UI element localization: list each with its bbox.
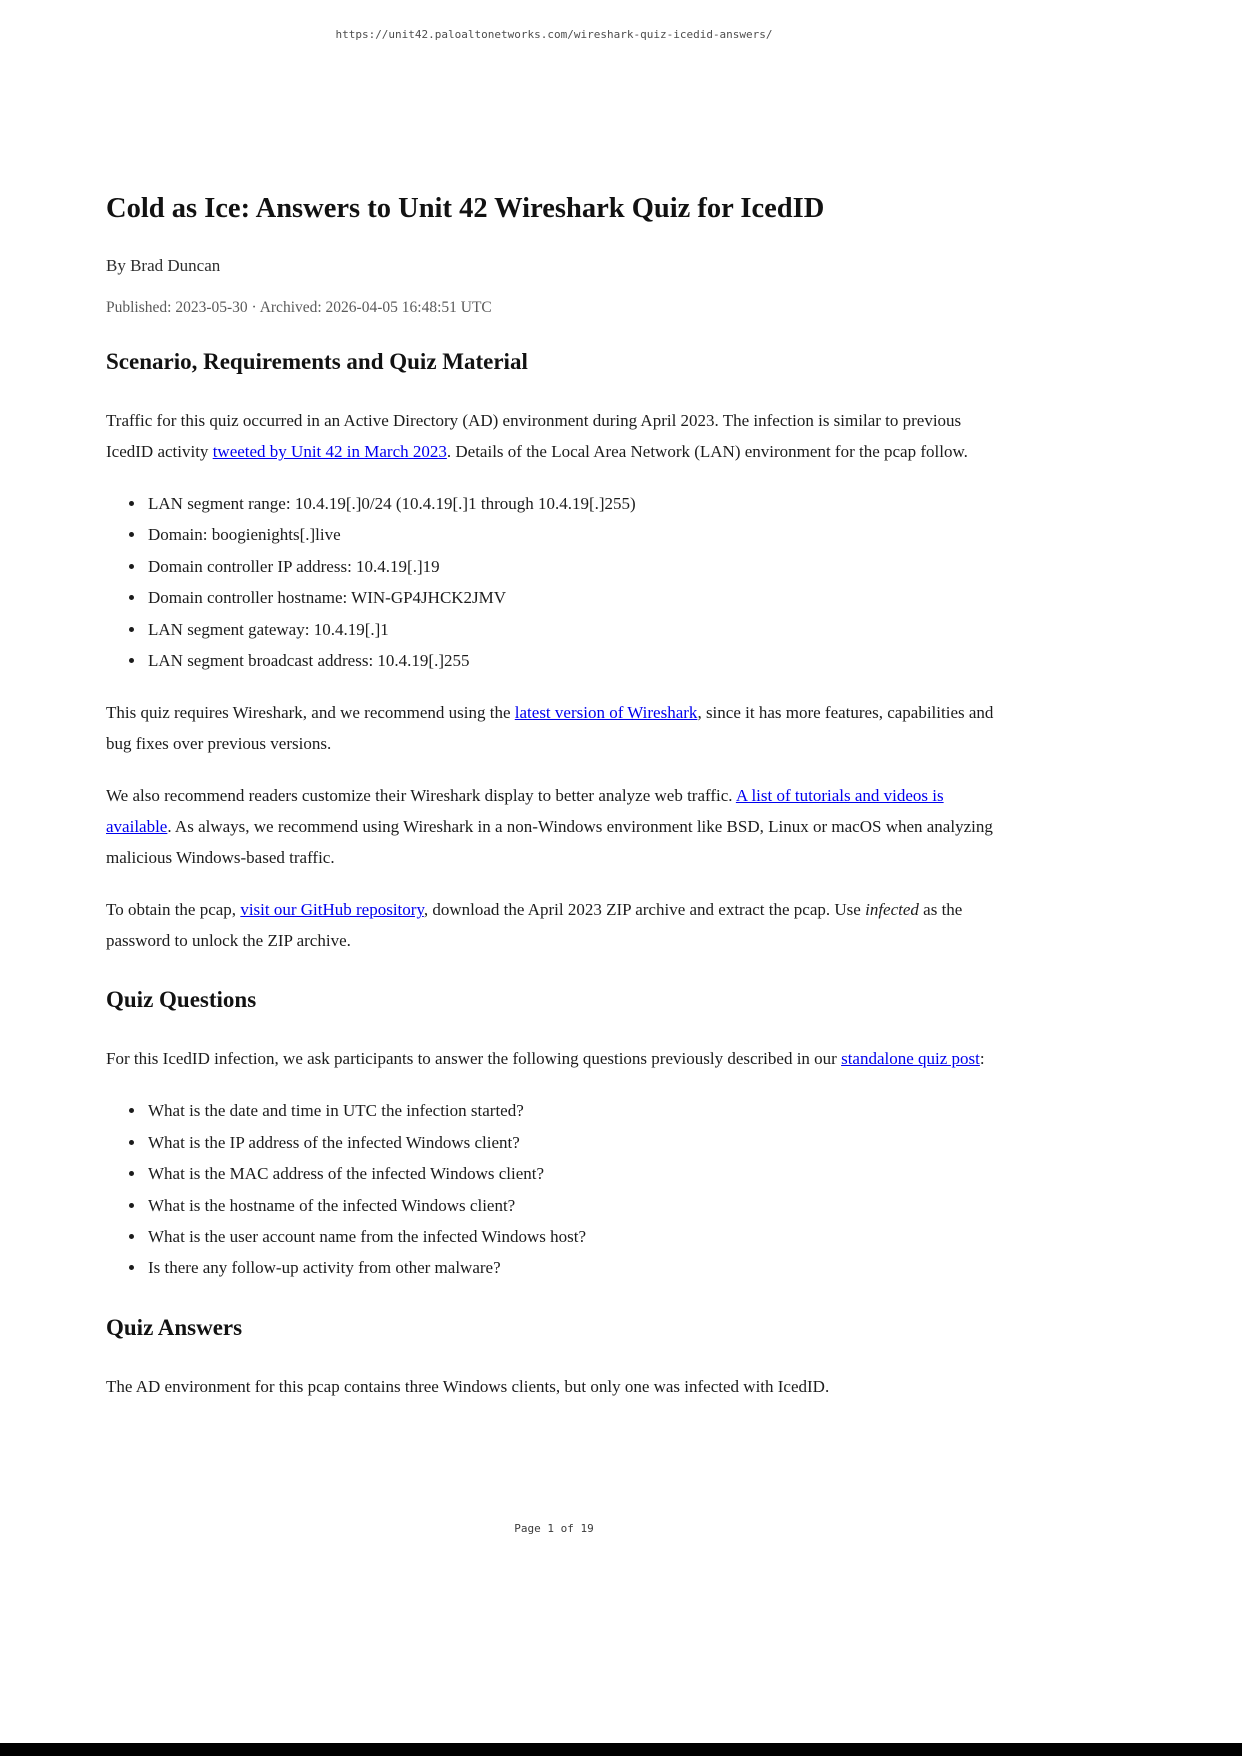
list-item: • What is the MAC address of the infected Windows client? xyxy=(146,1158,1002,1189)
wireshark-requirement-paragraph xyxy=(106,697,1002,759)
article-content xyxy=(106,0,1002,1423)
list-item: • LAN segment range: 10.4.19[.]0/24 (10.4.19[.]1 through 10.4.19[.]255) xyxy=(146,488,1002,519)
text-run: Traffic for this quiz occurred in an Active Directory (AD) environment during April 2023. The infection is similar to previous IcedID activity xyxy=(106,411,962,461)
section-heading-quiz-questions: Quiz Questions xyxy=(106,987,257,1013)
article-title: Cold as Ice: Answers to Unit 42 Wireshark Quiz for IcedID xyxy=(106,193,825,224)
password-emphasis: infected xyxy=(865,900,919,920)
text-run: , since it has more features, capabilities and bug fixes over previous versions. xyxy=(106,703,994,754)
byline: By Brad Duncan xyxy=(106,256,221,275)
lan-details-list xyxy=(106,488,1002,676)
questions-intro-paragraph xyxy=(106,1043,1002,1074)
text-run: . As always, we recommend using Wireshark in a non-Windows environment like BSD, Linux or macOS when analyzing malicious Windows-based traffic. xyxy=(106,817,993,868)
link-github-repository[interactable]: visit our GitHub repository xyxy=(240,900,424,920)
text-run: For this IcedID infection, we ask participants to answer the following questions previously described in our xyxy=(106,1049,842,1069)
text-run: . Details of the Local Area Network (LAN) environment for the pcap follow. xyxy=(446,442,968,461)
text-run: To obtain the pcap, xyxy=(106,900,241,920)
section-heading-quiz-answers: Quiz Answers xyxy=(106,1314,243,1340)
quiz-questions-list xyxy=(106,1095,1002,1283)
link-tutorials-videos[interactable]: A list of tutorials and videos is available xyxy=(106,786,944,837)
list-item: • Is there any follow-up activity from other malware? xyxy=(146,1252,1002,1283)
section-heading-scenario: Scenario, Requirements and Quiz Material xyxy=(106,349,528,374)
text-run: as the password to unlock the ZIP archive. xyxy=(106,900,963,951)
print-header-url: https://unit42.paloaltonetworks.com/wireshark-quiz-icedid-answers/ xyxy=(335,28,773,41)
link-latest-wireshark[interactable]: latest version of Wireshark xyxy=(514,703,698,723)
list-item: • LAN segment gateway: 10.4.19[.]1 xyxy=(146,614,1002,645)
text-run: We also recommend readers customize their Wireshark display to better analyze web traffic. xyxy=(106,786,736,806)
published-archived-meta: Published: 2023-05-30 · Archived: 2026-04-05 16:48:51 UTC xyxy=(106,299,492,316)
link-standalone-quiz-post[interactable]: standalone quiz post xyxy=(841,1049,980,1069)
list-item: • What is the date and time in UTC the infection started? xyxy=(146,1095,1002,1126)
list-item: • LAN segment broadcast address: 10.4.19[.]255 xyxy=(146,645,1002,676)
list-item: • What is the IP address of the infected Windows client? xyxy=(146,1127,1002,1158)
page-number: Page 1 of 19 xyxy=(514,1522,594,1535)
link-tweeted-by-unit42[interactable]: tweeted by Unit 42 in March 2023 xyxy=(212,442,447,461)
screenshot-bottom-edge xyxy=(0,1743,1242,1756)
print-footer xyxy=(106,1522,1002,1535)
scenario-intro-paragraph xyxy=(106,405,1002,467)
text-run: , download the April 2023 ZIP archive and extract the pcap. Use xyxy=(423,900,866,920)
list-item: • Domain controller IP address: 10.4.19[.]19 xyxy=(146,551,1002,582)
pcap-download-paragraph xyxy=(106,894,1002,956)
text-run: : xyxy=(979,1049,985,1069)
answers-intro-paragraph: The AD environment for this pcap contains three Windows clients, but only one was infected with IcedID. xyxy=(106,1376,830,1396)
list-item: • What is the hostname of the infected Windows client? xyxy=(146,1190,1002,1221)
text-run: This quiz requires Wireshark, and we recommend using the xyxy=(106,703,515,723)
list-item: • Domain: boogienights[.]live xyxy=(146,519,1002,550)
customize-display-paragraph xyxy=(106,780,1002,873)
list-item: • What is the user account name from the infected Windows host? xyxy=(146,1221,1002,1252)
list-item: • Domain controller hostname: WIN-GP4JHCK2JMV xyxy=(146,582,1002,613)
